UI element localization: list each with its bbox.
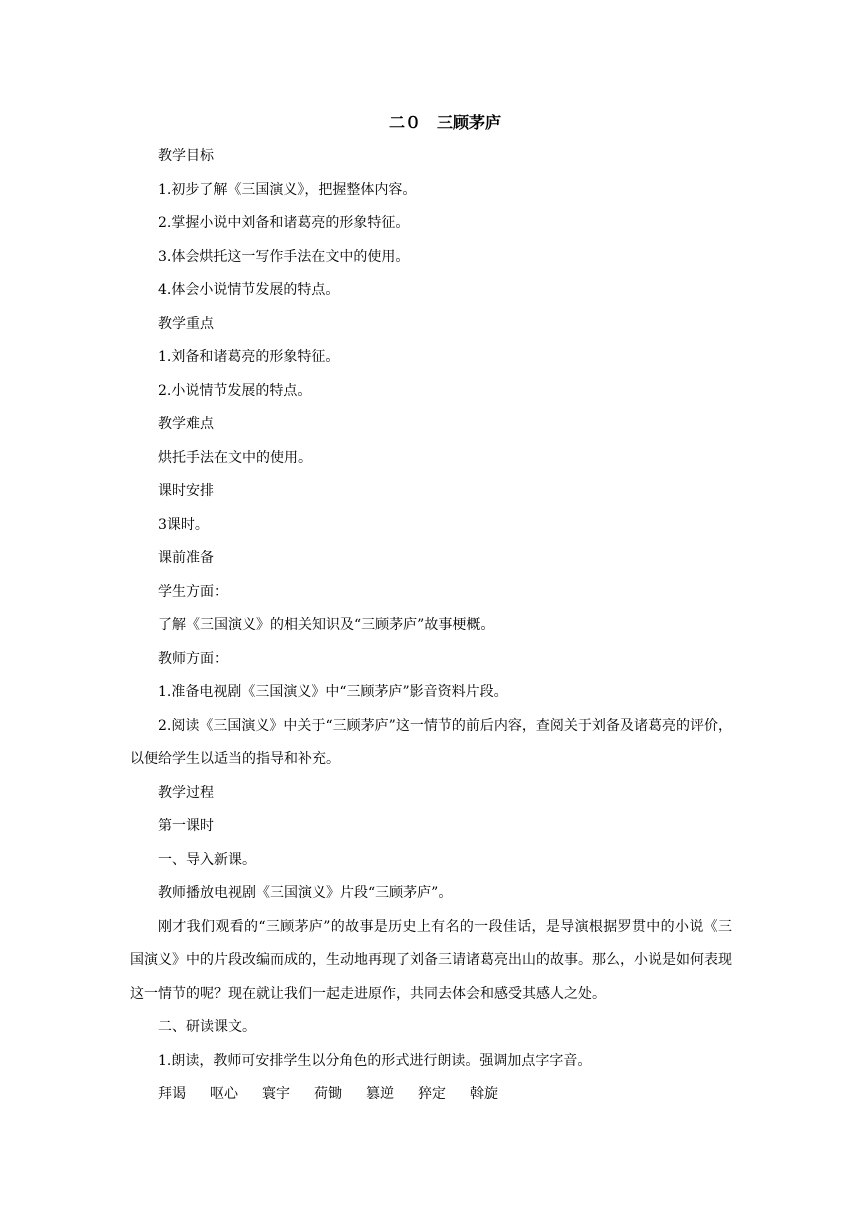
step-text: 刚才我们观看的“三顾茅庐”的故事是历史上有名的一段佳话，是导演根据罗贯中的小说《三国演义》中的片段改编而成的，生动地再现了刘备三请诸葛亮出山的故事。那么，小说是如何表现这一情节的呢？现在就让我们一起走进原作，共同去体会和感受其感人之处。: [130, 918, 732, 1002]
step-heading: 二、研读课文。: [158, 1019, 256, 1035]
vocab-word: 篡逆: [366, 1086, 394, 1102]
objective-item: 2.掌握小说中刘备和诸葛亮的形象特征。: [158, 215, 410, 231]
heading-preparation: 课前准备: [158, 550, 214, 566]
teacher-prep-item: 1.准备电视剧《三国演义》中“三顾茅庐”影音资料片段。: [158, 684, 508, 700]
heading-schedule: 课时安排: [158, 483, 214, 499]
objective-item: 4.体会小说情节发展的特点。: [158, 282, 340, 298]
objective-item: 3.体会烘托这一写作手法在文中的使用。: [158, 248, 410, 265]
heading-objectives: 教学目标: [158, 148, 214, 164]
subheading-teachers: 教师方面：: [158, 650, 228, 667]
student-prep-item: 了解《三国演义》的相关知识及“三顾茅庐”故事梗概。: [158, 617, 495, 633]
vocab-word: 寰宇: [262, 1086, 290, 1102]
vocab-word: 呕心: [210, 1086, 238, 1102]
difficulty-item: 烘托手法在文中的使用。: [158, 449, 312, 466]
step-text: 1.朗读，教师可安排学生以分角色的形式进行朗读。强调加点字字音。: [158, 1052, 592, 1069]
vocab-word: 拜谒: [158, 1086, 186, 1102]
step-text: 教师播放电视剧《三国演义》片段“三顾茅庐”。: [158, 885, 453, 901]
heading-key-points: 教学重点: [158, 315, 214, 332]
key-point-item: 1.刘备和诸葛亮的形象特征。: [158, 349, 340, 365]
key-point-item: 2.小说情节发展的特点。: [158, 382, 312, 399]
vocab-word: 荷锄: [314, 1086, 342, 1102]
document-title: 二０ 三顾茅庐: [388, 113, 501, 132]
lesson-heading: 第一课时: [158, 818, 214, 834]
document-page: [130, 108, 732, 1112]
vocab-list: [130, 1078, 732, 1112]
step-heading: 一、导入新课。: [158, 851, 256, 868]
schedule-item: 3课时。: [158, 516, 209, 533]
subheading-students: 学生方面：: [158, 583, 228, 600]
vocab-word: 猝定: [418, 1086, 446, 1102]
heading-process: 教学过程: [158, 784, 214, 801]
teacher-prep-item: 2.阅读《三国演义》中关于“三顾茅庐”这一情节的前后内容，查阅关于刘备及诸葛亮的评价，以便给学生以适当的指导和补充。: [130, 717, 732, 767]
objective-item: 1.初步了解《三国演义》，把握整体内容。: [158, 181, 417, 198]
heading-difficulties: 教学难点: [158, 416, 214, 432]
vocab-word: 斡旋: [470, 1086, 498, 1102]
